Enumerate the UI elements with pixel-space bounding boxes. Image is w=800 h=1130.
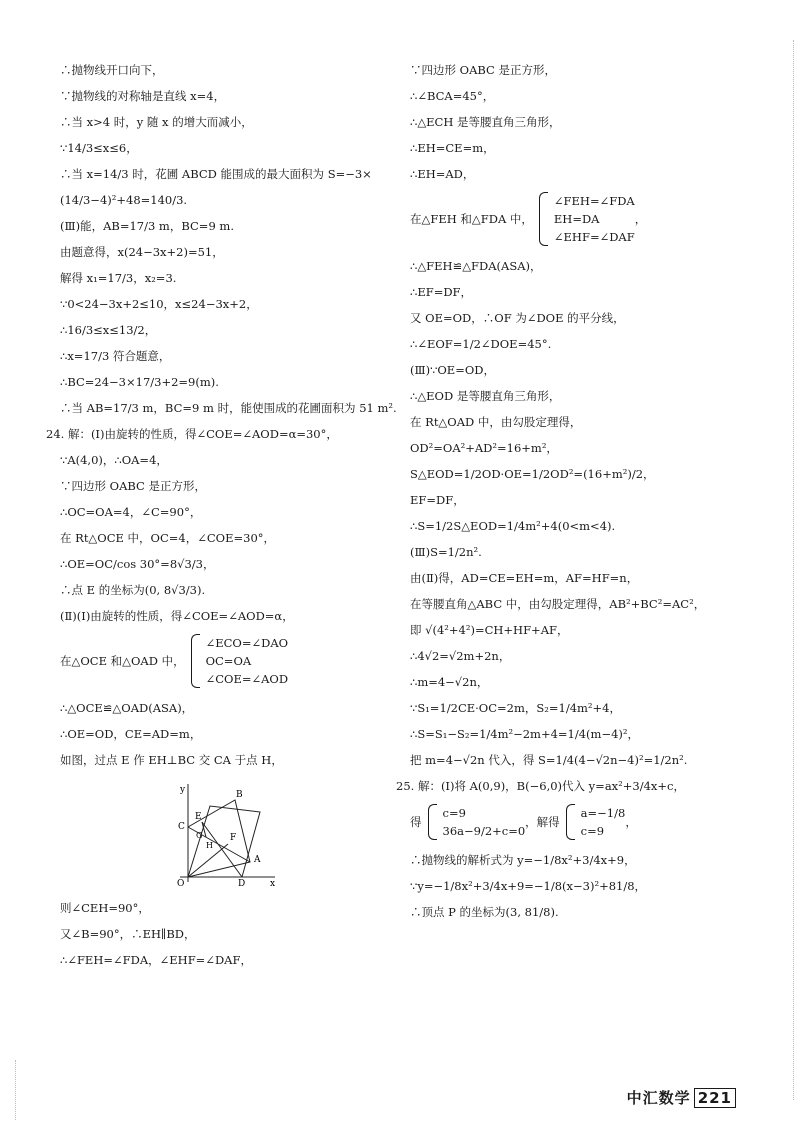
text-line: ∴S=1/2S△EOD=1/4m²+4(0<m<4). [410,519,616,533]
label-b: B [236,790,243,800]
system-suffix: ， [625,815,637,829]
system-row: a=−1/8 [580,806,626,820]
label-c: C [178,822,185,832]
label-y: y [180,785,186,795]
brace [539,192,548,246]
system-row: EH=DA [553,212,600,226]
margin-rule [792,40,794,1100]
problem-24-heading: 24. 解：(Ⅰ)由旋转的性质，得∠COE=∠AOD=α=30°， [46,427,338,441]
text-line: ∴当 x>4 时，y 随 x 的增大而减小， [60,115,253,129]
text-line: ∴OC=OA=4，∠C=90°， [60,505,202,519]
system-row: c=9 [442,806,466,820]
text-line: ∴∠FEH=∠FDA，∠EHF=∠DAF， [60,953,252,967]
equation-system [410,192,750,246]
system-row: ∠FEH=∠FDA [553,194,635,208]
text-line: ∴OE=OD，CE=AD=m， [60,727,202,741]
brace [191,634,200,688]
system-mid: ，解得 [525,815,560,829]
text-line: ∴抛物线开口向下， [60,63,164,77]
text-line: ∴16/3≤x≤13/2， [60,323,157,337]
text-line: 把 m=4−√2n 代入，得 S=1/4(4−√2n−4)²=1/2n². [410,753,688,767]
text-line: ∴BC=24−3×17/3+2=9(m). [60,375,219,389]
problem-25-heading: 25. 解：(Ⅰ)将 A(0,9)，B(−6,0)代入 y=ax²+3/4x+c， [396,779,685,793]
text-line: (Ⅲ)S=1/2n². [410,545,482,559]
system-prefix: 在△FEH 和△FDA 中， [410,212,533,226]
text-line: 即 √(4²+4²)=CH+HF+AF， [410,623,569,637]
text-line: ∴顶点 P 的坐标为(3, 81/8). [410,905,559,919]
text-line: ∴抛物线的解析式为 y=−1/8x²+3/4x+9， [410,853,636,867]
text-line: ∴OE=OC/cos 30°=8√3/3， [60,557,215,571]
text-line: ∴S=S₁−S₂=1/4m²−2m+4=1/4(m−4)²， [410,727,639,741]
system-suffix: ， [634,212,647,226]
label-e: E [195,812,202,822]
label-o: O [177,879,185,887]
geometry-figure [170,782,280,887]
label-d: D [238,879,246,887]
text-line: ∴x=17/3 符合题意， [60,349,171,363]
text-line: ∴△EOD 是等腰直角三角形， [410,389,561,403]
text-line: ∴△ECH 是等腰直角三角形， [410,115,561,129]
text-line: ∴EF=DF， [410,285,473,299]
text-line: ∴∠BCA=45°， [410,89,495,103]
text-line: 又 OE=OD，∴OF 为∠DOE 的平分线， [410,311,625,325]
text-line: ∵y=−1/8x²+3/4x+9=−1/8(x−3)²+81/8， [410,879,647,893]
text-line: 则∠CEH=90°， [60,901,150,915]
text-line: 在 Rt△OAD 中，由勾股定理得， [410,415,582,429]
text-line: S△EOD=1/2OD·OE=1/2OD²=(16+m²)/2， [410,467,655,481]
system-row: c=9 [580,824,605,838]
equation-system [410,804,750,840]
text-line: ∴∠EOF=1/2∠DOE=45°. [410,337,552,351]
text-line: 解得 x₁=17/3，x₂=3. [60,271,177,285]
text-line: (14/3−4)²+48=140/3. [60,193,188,207]
label-a: A [254,855,261,865]
system-row: ∠EHF=∠DAF [553,230,635,244]
text-line: (Ⅲ)∵OE=OD， [410,363,495,377]
system-row: 36a−9/2+c=0 [442,824,526,838]
page-footer [627,1087,736,1108]
right-column [396,62,750,930]
system-prefix: 在△OCE 和△OAD 中， [60,654,185,668]
text-line: ∴点 E 的坐标为(0, 8√3/3). [60,583,206,597]
label-h: H [206,841,213,850]
text-line: 由题意得，x(24−3x+2)=51， [60,245,224,259]
book-title: 中汇数学 [626,1089,691,1107]
label-g: G [196,831,203,840]
system-prefix: 得 [410,815,422,829]
text-line: (Ⅲ)能，AB=17/3 m，BC=9 m. [60,219,234,233]
left-column [46,62,397,978]
text-line: ∵A(4,0)，∴OA=4， [60,453,168,467]
text-line: ∴m=4−√2n， [410,675,489,689]
text-line: 由(Ⅱ)得，AD=CE=EH=m，AF=HF=n， [410,571,639,585]
text-line: 如图，过点 E 作 EH⊥BC 交 CA 于点 H， [60,753,283,767]
text-line: OD²=OA²+AD²=16+m²， [410,441,558,455]
brace [428,804,437,840]
text-line: ∴EH=CE=m， [410,141,495,155]
text-line: ∵0<24−3x+2≤10，x≤24−3x+2， [60,297,258,311]
page-number: 221 [694,1088,736,1108]
equation-system [60,634,380,688]
brace [566,804,575,840]
text-line: ∴△FEH≌△FDA(ASA)， [410,259,542,273]
text-line: 又∠B=90°，∴EH∥BD， [60,927,196,941]
text-line: ∵四边形 OABC 是正方形， [410,63,557,77]
text-line: ∴当 x=14/3 时，花圃 ABCD 能围成的最大面积为 S=−3× [60,167,372,181]
text-line: ∴当 AB=17/3 m，BC=9 m 时，能使围成的花圃面积为 51 m². [60,401,397,415]
system-row: OC=OA [205,654,252,668]
system-row: ∠COE=∠AOD [205,672,289,686]
margin-rule [14,1060,16,1120]
text-line: ∵四边形 OABC 是正方形， [60,479,207,493]
text-line: ∴4√2=√2m+2n， [410,649,511,663]
text-line: 在 Rt△OCE 中，OC=4，∠COE=30°， [60,531,276,545]
text-line: ∴EH=AD， [410,167,475,181]
text-line: ∵抛物线的对称轴是直线 x=4， [60,89,226,103]
text-line: 在等腰直角△ABC 中，由勾股定理得，AB²+BC²=AC²， [410,597,706,611]
text-line: ∵S₁=1/2CE·OC=2m，S₂=1/4m²+4， [410,701,621,715]
system-row: ∠ECO=∠DAO [205,636,289,650]
text-line: EF=DF， [410,493,465,507]
text-line: ∴△OCE≌△OAD(ASA)， [60,701,194,715]
label-f: F [230,833,237,843]
text-line: (Ⅱ)(Ⅰ)由旋转的性质，得∠COE=∠AOD=α， [60,609,294,623]
text-line: ∵14/3≤x≤6， [60,141,138,155]
label-x: x [270,879,276,887]
